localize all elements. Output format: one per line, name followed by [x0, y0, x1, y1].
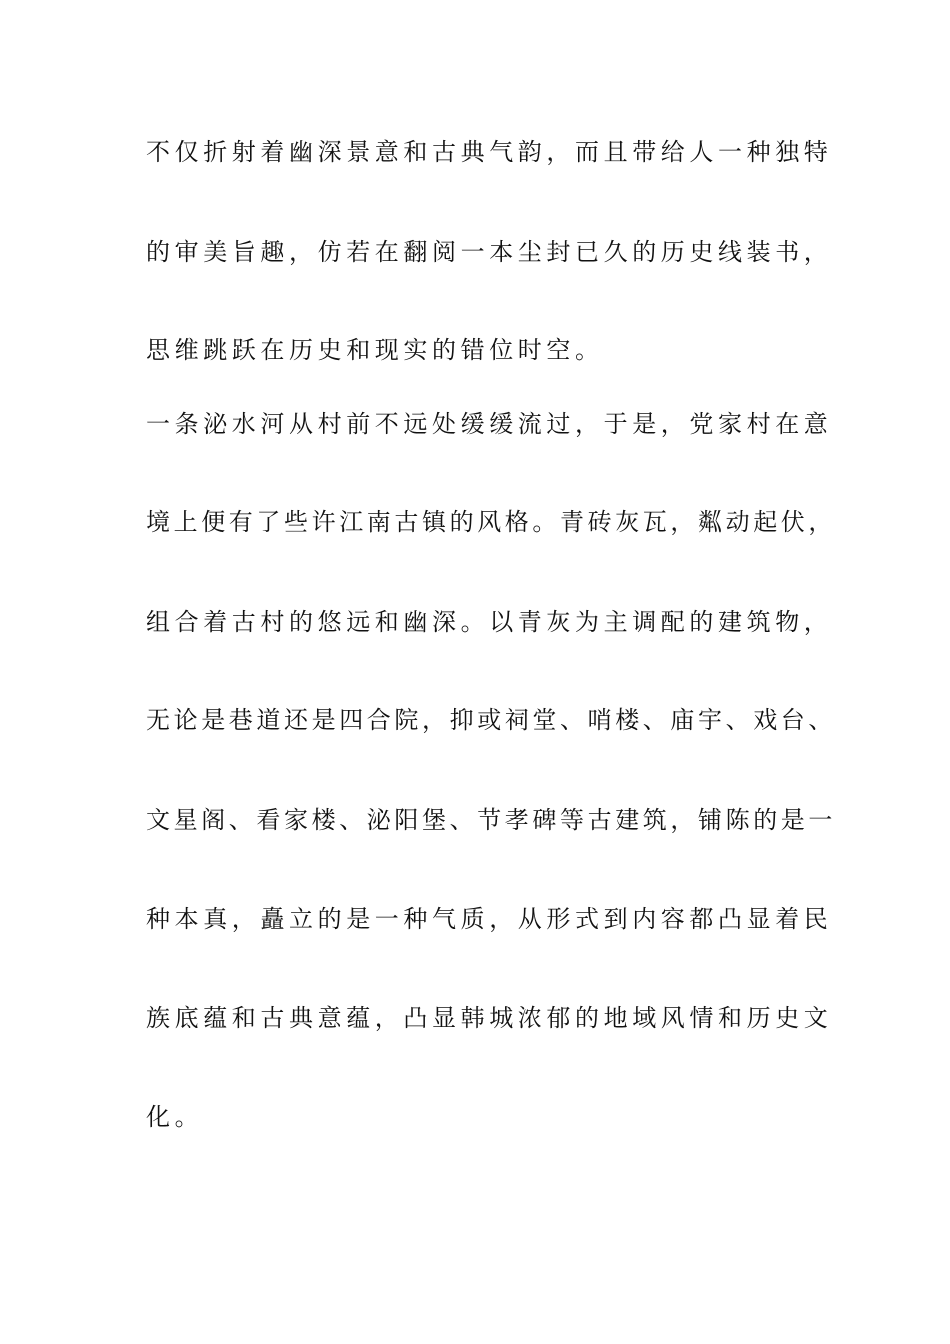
paragraph-line-1: 不仅折射着幽深景意和古典气韵，而且带给人一种独特 — [146, 138, 833, 166]
paragraph-line-3: 思维跳跃在历史和现实的错位时空。 — [146, 336, 604, 364]
paragraph-line-5: 境上便有了些许江南古镇的风格。青砖灰瓦，粼动起伏， — [146, 508, 836, 536]
paragraph-line-11: 化。 — [146, 1103, 204, 1131]
paragraph-line-2: 的审美旨趣，仿若在翻阅一本尘封已久的历史线装书， — [146, 238, 833, 266]
paragraph-line-4: 一条泌水河从村前不远处缓缓流过，于是，党家村在意 — [146, 410, 833, 438]
paragraph-line-10: 族底蕴和古典意蕴，凸显韩城浓郁的地域风情和历史文 — [146, 1004, 833, 1032]
paragraph-line-6: 组合着古村的悠远和幽深。以青灰为主调配的建筑物， — [146, 608, 833, 636]
paragraph-line-9: 种本真，矗立的是一种气质，从形式到内容都凸显着民 — [146, 905, 833, 933]
paragraph-line-7: 无论是巷道还是四合院，抑或祠堂、哨楼、庙宇、戏台、 — [146, 706, 836, 734]
paragraph-line-8: 文星阁、看家楼、泌阳堡、节孝碑等古建筑，铺陈的是一 — [146, 806, 836, 834]
